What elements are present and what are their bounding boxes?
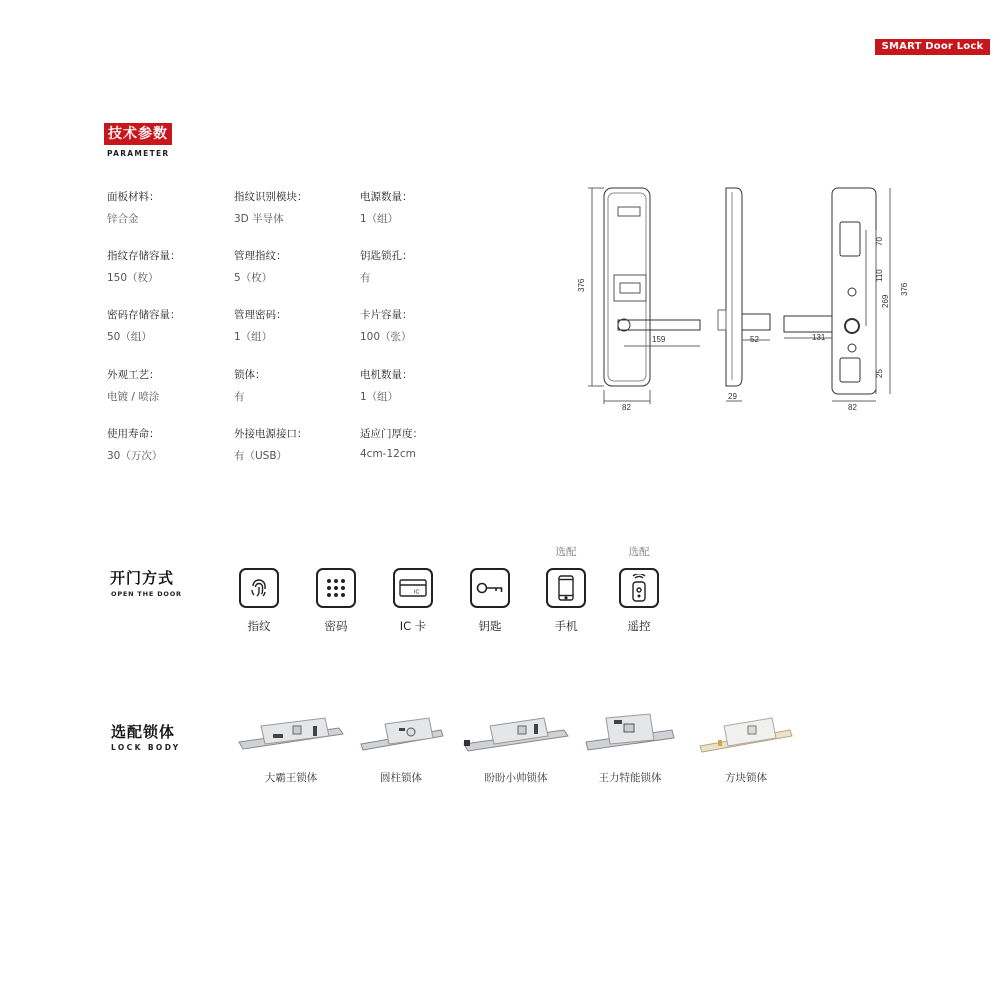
parameter-value: 50（组） bbox=[107, 331, 152, 343]
parameter-item bbox=[360, 248, 413, 285]
method-keypad bbox=[314, 568, 358, 634]
back-panel-outline bbox=[832, 188, 876, 394]
method-label: 手机 bbox=[554, 619, 578, 633]
parameter-label: 管理指纹： bbox=[234, 250, 287, 262]
open-methods-subtitle: OPEN THE DOOR bbox=[111, 590, 182, 598]
lock-body-image bbox=[460, 716, 572, 756]
lock-body-item bbox=[570, 712, 690, 785]
lock-body-label: 大霸王锁体 bbox=[264, 772, 318, 784]
back-handle bbox=[784, 316, 832, 332]
parameter-label: 外接电源接口： bbox=[234, 428, 308, 440]
brand-badge: SMART Door Lock bbox=[875, 39, 990, 55]
dim-back-70: 70 bbox=[875, 237, 884, 246]
parameter-label: 指纹识别模块： bbox=[234, 191, 308, 203]
parameter-label: 外观工艺： bbox=[107, 369, 160, 381]
dim-back-25: 25 bbox=[875, 369, 884, 378]
lock-body-label: 盼盼小帅锁体 bbox=[484, 772, 548, 784]
parameter-item bbox=[107, 367, 160, 404]
parameter-label: 使用寿命： bbox=[107, 428, 160, 440]
parameter-label: 电源数量： bbox=[360, 191, 413, 203]
lock-body-image bbox=[696, 716, 796, 756]
optional-note: 选配 bbox=[555, 546, 577, 558]
parameter-item bbox=[234, 248, 287, 285]
fingerprint-window bbox=[620, 283, 640, 293]
parameter-item bbox=[360, 307, 413, 344]
dim-back-height: 376 bbox=[900, 282, 909, 296]
method-remote bbox=[617, 546, 661, 634]
parameter-item bbox=[234, 367, 266, 404]
parameter-value: 4cm-12cm bbox=[360, 448, 416, 460]
keypad-icon bbox=[316, 568, 356, 608]
lock-body-item bbox=[686, 716, 806, 785]
front-panel-outline bbox=[604, 188, 650, 386]
parameter-value: 有 bbox=[360, 272, 371, 284]
remote-icon bbox=[619, 568, 659, 608]
parameter-label: 密码存储容量： bbox=[107, 309, 181, 321]
method-key bbox=[468, 568, 512, 634]
parameter-label: 管理密码： bbox=[234, 309, 287, 321]
parameter-value: 1（组） bbox=[360, 391, 399, 403]
lock-body-title: 选配锁体 bbox=[111, 723, 176, 741]
dim-back-handle: 131 bbox=[812, 333, 826, 342]
dim-back-width: 82 bbox=[848, 403, 857, 410]
parameter-title: 技术参数 bbox=[104, 123, 172, 145]
dim-front-width: 82 bbox=[622, 403, 631, 410]
method-fingerprint bbox=[237, 568, 281, 634]
parameter-label: 适应门厚度： bbox=[360, 428, 423, 440]
lock-body-label: 圆柱锁体 bbox=[380, 772, 422, 784]
ic-card-text: IC bbox=[414, 589, 420, 596]
phone-icon bbox=[546, 568, 586, 608]
parameter-label: 锁体： bbox=[234, 369, 266, 381]
parameter-value: 3D 半导体 bbox=[234, 213, 284, 225]
method-label: 钥匙 bbox=[478, 619, 502, 633]
parameter-item bbox=[107, 189, 160, 226]
parameter-value: 150（枚） bbox=[107, 272, 159, 284]
parameter-subtitle: PARAMETER bbox=[107, 149, 170, 158]
parameter-item bbox=[234, 189, 308, 226]
parameter-item bbox=[107, 248, 181, 285]
lock-body-image bbox=[580, 712, 680, 756]
parameter-value: 电镀 / 喷涂 bbox=[107, 391, 160, 403]
method-label: IC 卡 bbox=[399, 619, 427, 633]
parameter-value: 100（张） bbox=[360, 331, 412, 343]
parameter-value: 有（USB） bbox=[234, 450, 288, 462]
dim-front-height: 376 bbox=[577, 278, 586, 292]
parameter-value: 有 bbox=[234, 391, 245, 403]
parameter-item bbox=[107, 426, 162, 463]
lock-body-image bbox=[235, 716, 347, 756]
parameter-value: 30（万次） bbox=[107, 450, 163, 462]
dim-side-width: 29 bbox=[728, 392, 737, 401]
optional-note: 选配 bbox=[628, 546, 650, 558]
dim-back-269: 269 bbox=[881, 294, 890, 308]
dim-handle-length: 159 bbox=[652, 335, 666, 344]
method-label: 遥控 bbox=[627, 619, 651, 633]
lock-body-item bbox=[341, 716, 461, 785]
front-display bbox=[618, 207, 640, 216]
open-methods-title: 开门方式 bbox=[110, 569, 175, 587]
parameter-label: 卡片容量： bbox=[360, 309, 413, 321]
parameter-item bbox=[360, 426, 423, 460]
parameter-item bbox=[234, 426, 308, 463]
method-label: 密码 bbox=[324, 619, 348, 633]
parameter-label: 钥匙锁孔： bbox=[360, 250, 413, 262]
method-phone bbox=[544, 546, 588, 634]
parameter-label: 面板材料： bbox=[107, 191, 160, 203]
dim-back-110: 110 bbox=[875, 269, 884, 282]
parameter-item bbox=[360, 367, 413, 404]
parameter-item bbox=[234, 307, 287, 344]
parameter-value: 5（枚） bbox=[234, 272, 273, 284]
parameter-value: 1（组） bbox=[360, 213, 399, 225]
method-ic-card bbox=[391, 568, 435, 634]
method-label: 指纹 bbox=[247, 619, 271, 633]
fingerprint-icon bbox=[239, 568, 279, 608]
parameter-label: 电机数量： bbox=[360, 369, 413, 381]
lock-body-image bbox=[355, 716, 447, 756]
lock-body-label: 王力特能锁体 bbox=[598, 772, 662, 784]
dimension-drawing bbox=[570, 180, 910, 410]
ic-card-icon bbox=[393, 568, 433, 608]
parameter-item bbox=[107, 307, 181, 344]
lock-body-item bbox=[456, 716, 576, 785]
lock-body-subtitle: LOCK BODY bbox=[111, 743, 181, 752]
parameter-label: 指纹存储容量： bbox=[107, 250, 181, 262]
dim-side-depth: 52 bbox=[750, 335, 759, 344]
side-handle bbox=[742, 314, 770, 330]
side-panel-outline bbox=[726, 188, 742, 386]
parameter-value: 锌合金 bbox=[107, 213, 139, 225]
lock-body-label: 方块锁体 bbox=[725, 772, 767, 784]
key-icon bbox=[470, 568, 510, 608]
parameter-value: 1（组） bbox=[234, 331, 273, 343]
parameter-item bbox=[360, 189, 413, 226]
lock-body-item bbox=[231, 716, 351, 785]
